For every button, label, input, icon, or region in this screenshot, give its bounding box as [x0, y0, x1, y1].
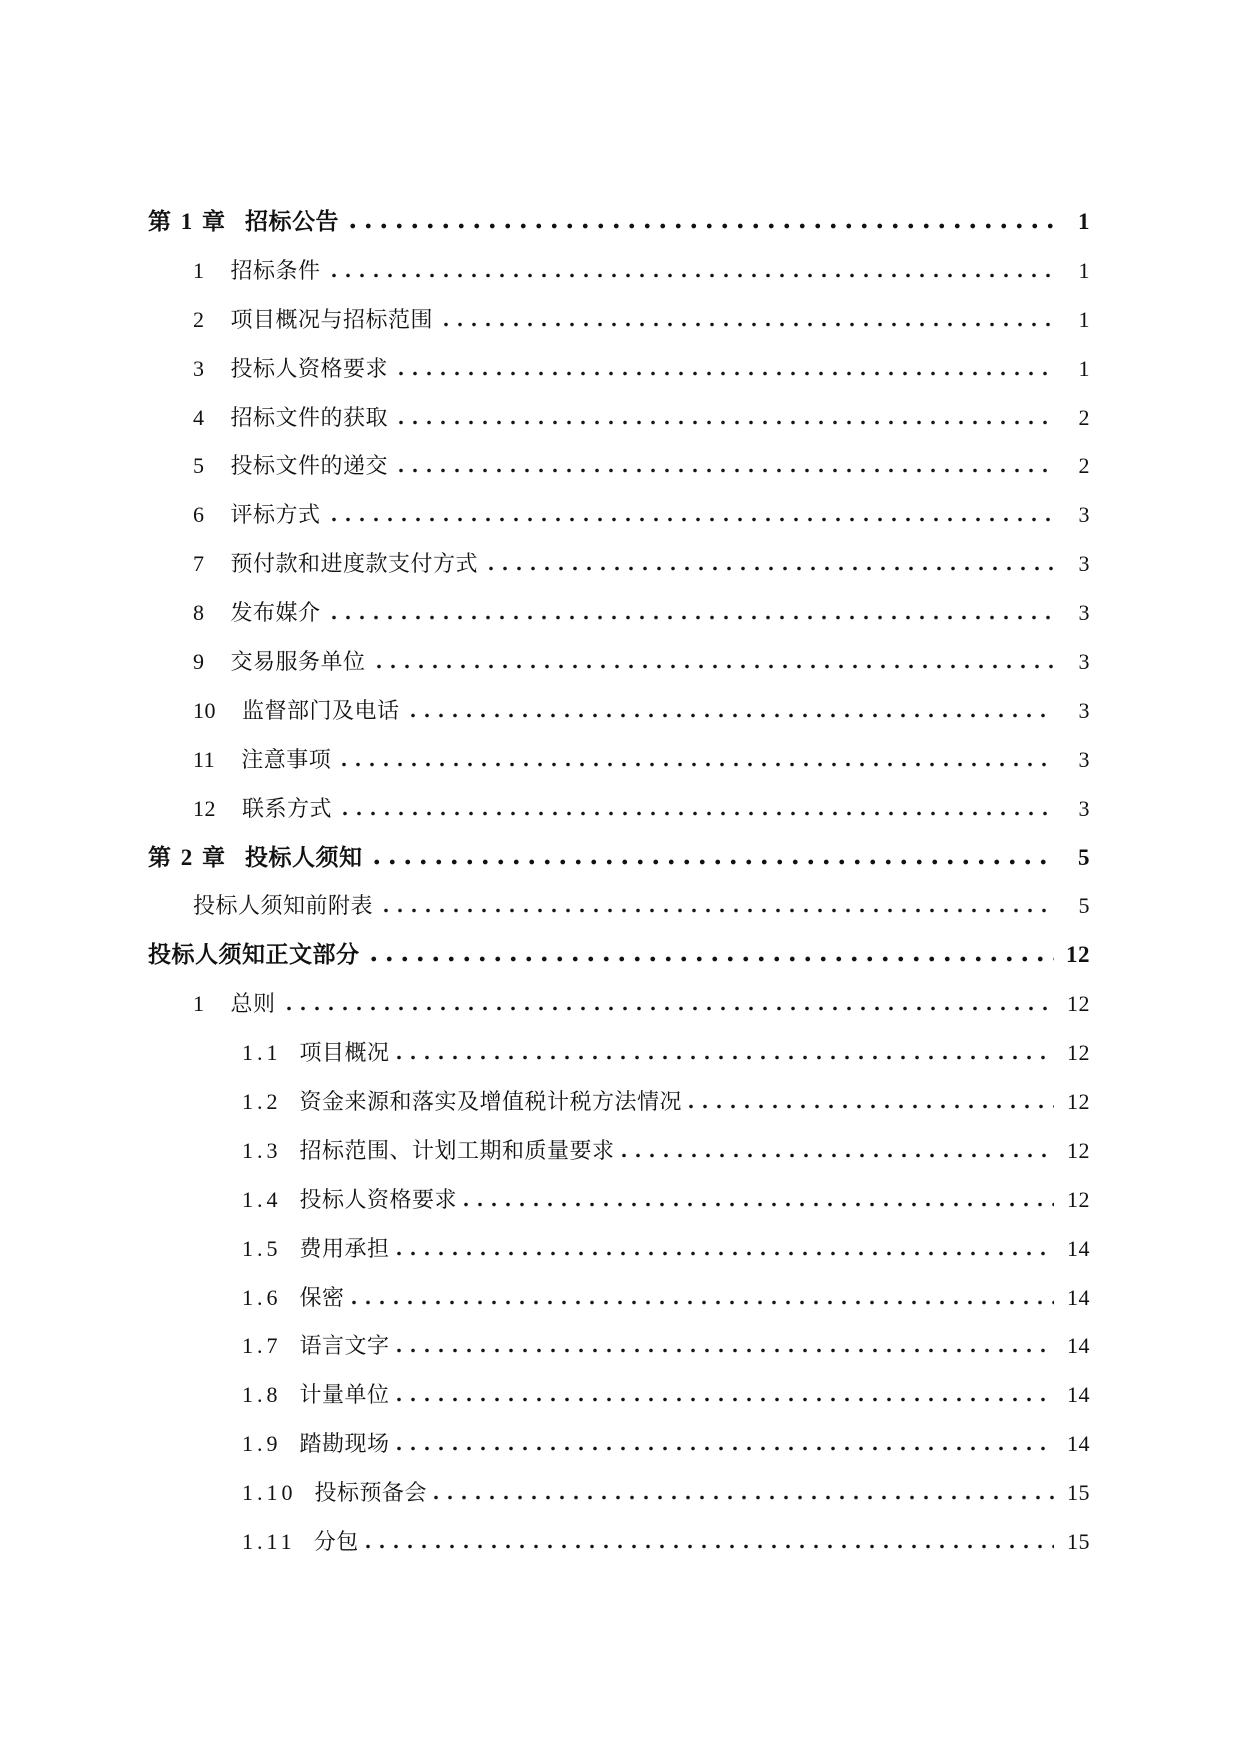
entry-title: 项目概况 — [299, 1040, 390, 1066]
toc-entry — [148, 1371, 1090, 1420]
entry-page-number: 3 — [1078, 551, 1090, 577]
entry-page-number: 14 — [1067, 1333, 1090, 1359]
entry-page-number: 2 — [1078, 453, 1090, 479]
entry-number: 6 — [193, 502, 205, 528]
toc-entry — [148, 785, 1090, 834]
toc-entry — [148, 687, 1090, 736]
toc-entry — [148, 345, 1090, 394]
entry-number: 1.8 — [242, 1382, 282, 1408]
toc-entry — [148, 931, 1090, 980]
entry-page-number: 15 — [1067, 1529, 1090, 1555]
entry-page-number: 12 — [1067, 1089, 1090, 1115]
entry-page-number: 12 — [1066, 942, 1090, 968]
toc-entry — [148, 980, 1090, 1029]
entry-title: 招标条件 — [230, 257, 321, 283]
entry-number: 12 — [193, 795, 216, 821]
entry-page-number: 14 — [1067, 1284, 1090, 1310]
table-of-contents — [148, 198, 1090, 1567]
entry-number: 7 — [193, 551, 205, 577]
toc-entry — [148, 296, 1090, 345]
entry-page-number: 1 — [1078, 257, 1090, 283]
toc-entry — [148, 1127, 1090, 1176]
entry-number: 1 — [193, 991, 205, 1017]
entry-title: 语言文字 — [299, 1333, 390, 1359]
entry-number: 1.11 — [242, 1529, 296, 1555]
dot-leader — [327, 517, 1054, 522]
entry-title: 资金来源和落实及增值税计税方法情况 — [299, 1089, 683, 1115]
dot-leader — [617, 1153, 1054, 1158]
dot-leader — [282, 1006, 1054, 1011]
entry-number: 1.6 — [242, 1284, 282, 1310]
entry-title: 交易服务单位 — [230, 649, 366, 675]
toc-entry — [148, 198, 1090, 247]
toc-entry — [148, 1420, 1090, 1469]
dot-leader — [684, 1104, 1054, 1109]
entry-title: 投标人须知正文部分 — [148, 942, 360, 968]
dot-leader — [379, 908, 1054, 913]
entry-number: 1.10 — [242, 1480, 297, 1506]
entry-page-number: 3 — [1078, 502, 1090, 528]
entry-title: 联系方式 — [242, 795, 333, 821]
entry-number: 11 — [193, 746, 216, 772]
entry-title: 招标文件的获取 — [230, 404, 389, 430]
toc-entry — [148, 247, 1090, 296]
toc-entry — [148, 1274, 1090, 1323]
toc-entry — [148, 540, 1090, 589]
entry-title: 投标人资格要求 — [230, 355, 389, 381]
entry-page-number: 3 — [1078, 649, 1090, 675]
entry-page-number: 14 — [1067, 1382, 1090, 1408]
entry-title: 招标范围、计划工期和质量要求 — [299, 1137, 615, 1163]
toc-entry — [148, 1225, 1090, 1274]
entry-number: 第 1 章 — [148, 209, 227, 234]
toc-entry — [148, 1078, 1090, 1127]
dot-leader — [366, 956, 1055, 962]
entry-number: 1.2 — [242, 1089, 282, 1115]
entry-number: 1.4 — [242, 1186, 282, 1212]
dot-leader — [392, 1055, 1054, 1060]
toc-entry — [148, 1029, 1090, 1078]
toc-entry — [148, 1176, 1090, 1225]
entry-title: 费用承担 — [299, 1235, 390, 1261]
entry-title: 评标方式 — [230, 502, 321, 528]
dot-leader — [429, 1495, 1054, 1500]
dot-leader — [372, 664, 1054, 669]
entry-number: 1.3 — [242, 1137, 282, 1163]
dot-leader — [439, 322, 1054, 327]
dot-leader — [361, 1544, 1054, 1549]
entry-title: 投标文件的递交 — [230, 453, 389, 479]
toc-entry — [148, 1469, 1090, 1518]
entry-number: 2 — [193, 306, 205, 332]
entry-number: 1.1 — [242, 1040, 282, 1066]
entry-page-number: 12 — [1067, 991, 1090, 1017]
entry-page-number: 14 — [1067, 1431, 1090, 1457]
entry-page-number: 14 — [1067, 1235, 1090, 1261]
entry-title: 分包 — [313, 1529, 359, 1555]
dot-leader — [337, 762, 1054, 767]
entry-number: 3 — [193, 355, 205, 381]
entry-title: 保密 — [299, 1284, 345, 1310]
entry-title: 投标预备会 — [314, 1480, 428, 1506]
entry-title: 注意事项 — [241, 746, 332, 772]
dot-leader — [392, 1348, 1054, 1353]
dot-leader — [392, 1251, 1054, 1256]
dot-leader — [394, 468, 1054, 473]
dot-leader — [392, 1446, 1054, 1451]
toc-entry — [148, 736, 1090, 785]
entry-page-number: 1 — [1078, 355, 1090, 381]
entry-number: 1.9 — [242, 1431, 282, 1457]
dot-leader — [345, 223, 1054, 229]
entry-title: 发布媒介 — [230, 600, 321, 626]
entry-page-number: 3 — [1078, 746, 1090, 772]
dot-leader — [394, 420, 1054, 425]
toc-entry — [148, 394, 1090, 443]
toc-entry — [148, 491, 1090, 540]
entry-title: 投标人须知 — [245, 844, 363, 870]
entry-page-number: 1 — [1078, 306, 1090, 332]
toc-entry — [148, 1322, 1090, 1371]
entry-title: 计量单位 — [299, 1382, 390, 1408]
entry-page-number: 3 — [1078, 795, 1090, 821]
entry-title: 投标人须知前附表 — [193, 893, 374, 919]
entry-number: 4 — [193, 404, 205, 430]
dot-leader — [338, 811, 1054, 816]
dot-leader — [327, 273, 1054, 278]
entry-number: 8 — [193, 600, 205, 626]
entry-page-number: 5 — [1078, 844, 1090, 870]
dot-leader — [369, 859, 1055, 865]
entry-number: 9 — [193, 649, 205, 675]
toc-entry — [148, 834, 1090, 883]
toc-entry — [148, 589, 1090, 638]
entry-title: 预付款和进度款支付方式 — [230, 551, 479, 577]
entry-title: 投标人资格要求 — [299, 1186, 458, 1212]
toc-entry — [148, 442, 1090, 491]
entry-page-number: 3 — [1078, 697, 1090, 723]
dot-leader — [394, 371, 1054, 376]
entry-page-number: 1 — [1078, 209, 1090, 234]
dot-leader — [484, 566, 1054, 571]
entry-title: 招标公告 — [245, 209, 339, 234]
entry-number: 10 — [193, 697, 216, 723]
dot-leader — [392, 1397, 1054, 1402]
entry-page-number: 12 — [1067, 1040, 1090, 1066]
dot-leader — [406, 713, 1054, 718]
entry-page-number: 12 — [1067, 1186, 1090, 1212]
toc-entry — [148, 638, 1090, 687]
entry-number: 5 — [193, 453, 205, 479]
entry-title: 总则 — [230, 991, 276, 1017]
toc-entry — [148, 1518, 1090, 1567]
entry-page-number: 12 — [1067, 1137, 1090, 1163]
entry-title: 踏勘现场 — [299, 1431, 390, 1457]
entry-title: 监督部门及电话 — [242, 697, 400, 723]
entry-page-number: 5 — [1078, 893, 1090, 919]
dot-leader — [327, 615, 1054, 620]
toc-entry — [148, 882, 1090, 931]
entry-page-number: 3 — [1078, 600, 1090, 626]
entry-number: 1 — [193, 257, 205, 283]
entry-page-number: 2 — [1078, 404, 1090, 430]
entry-number: 第 2 章 — [148, 844, 227, 870]
dot-leader — [459, 1202, 1054, 1207]
entry-title: 项目概况与招标范围 — [230, 306, 434, 332]
entry-number: 1.7 — [242, 1333, 282, 1359]
entry-page-number: 15 — [1067, 1480, 1090, 1506]
entry-number: 1.5 — [242, 1235, 282, 1261]
dot-leader — [347, 1300, 1054, 1305]
